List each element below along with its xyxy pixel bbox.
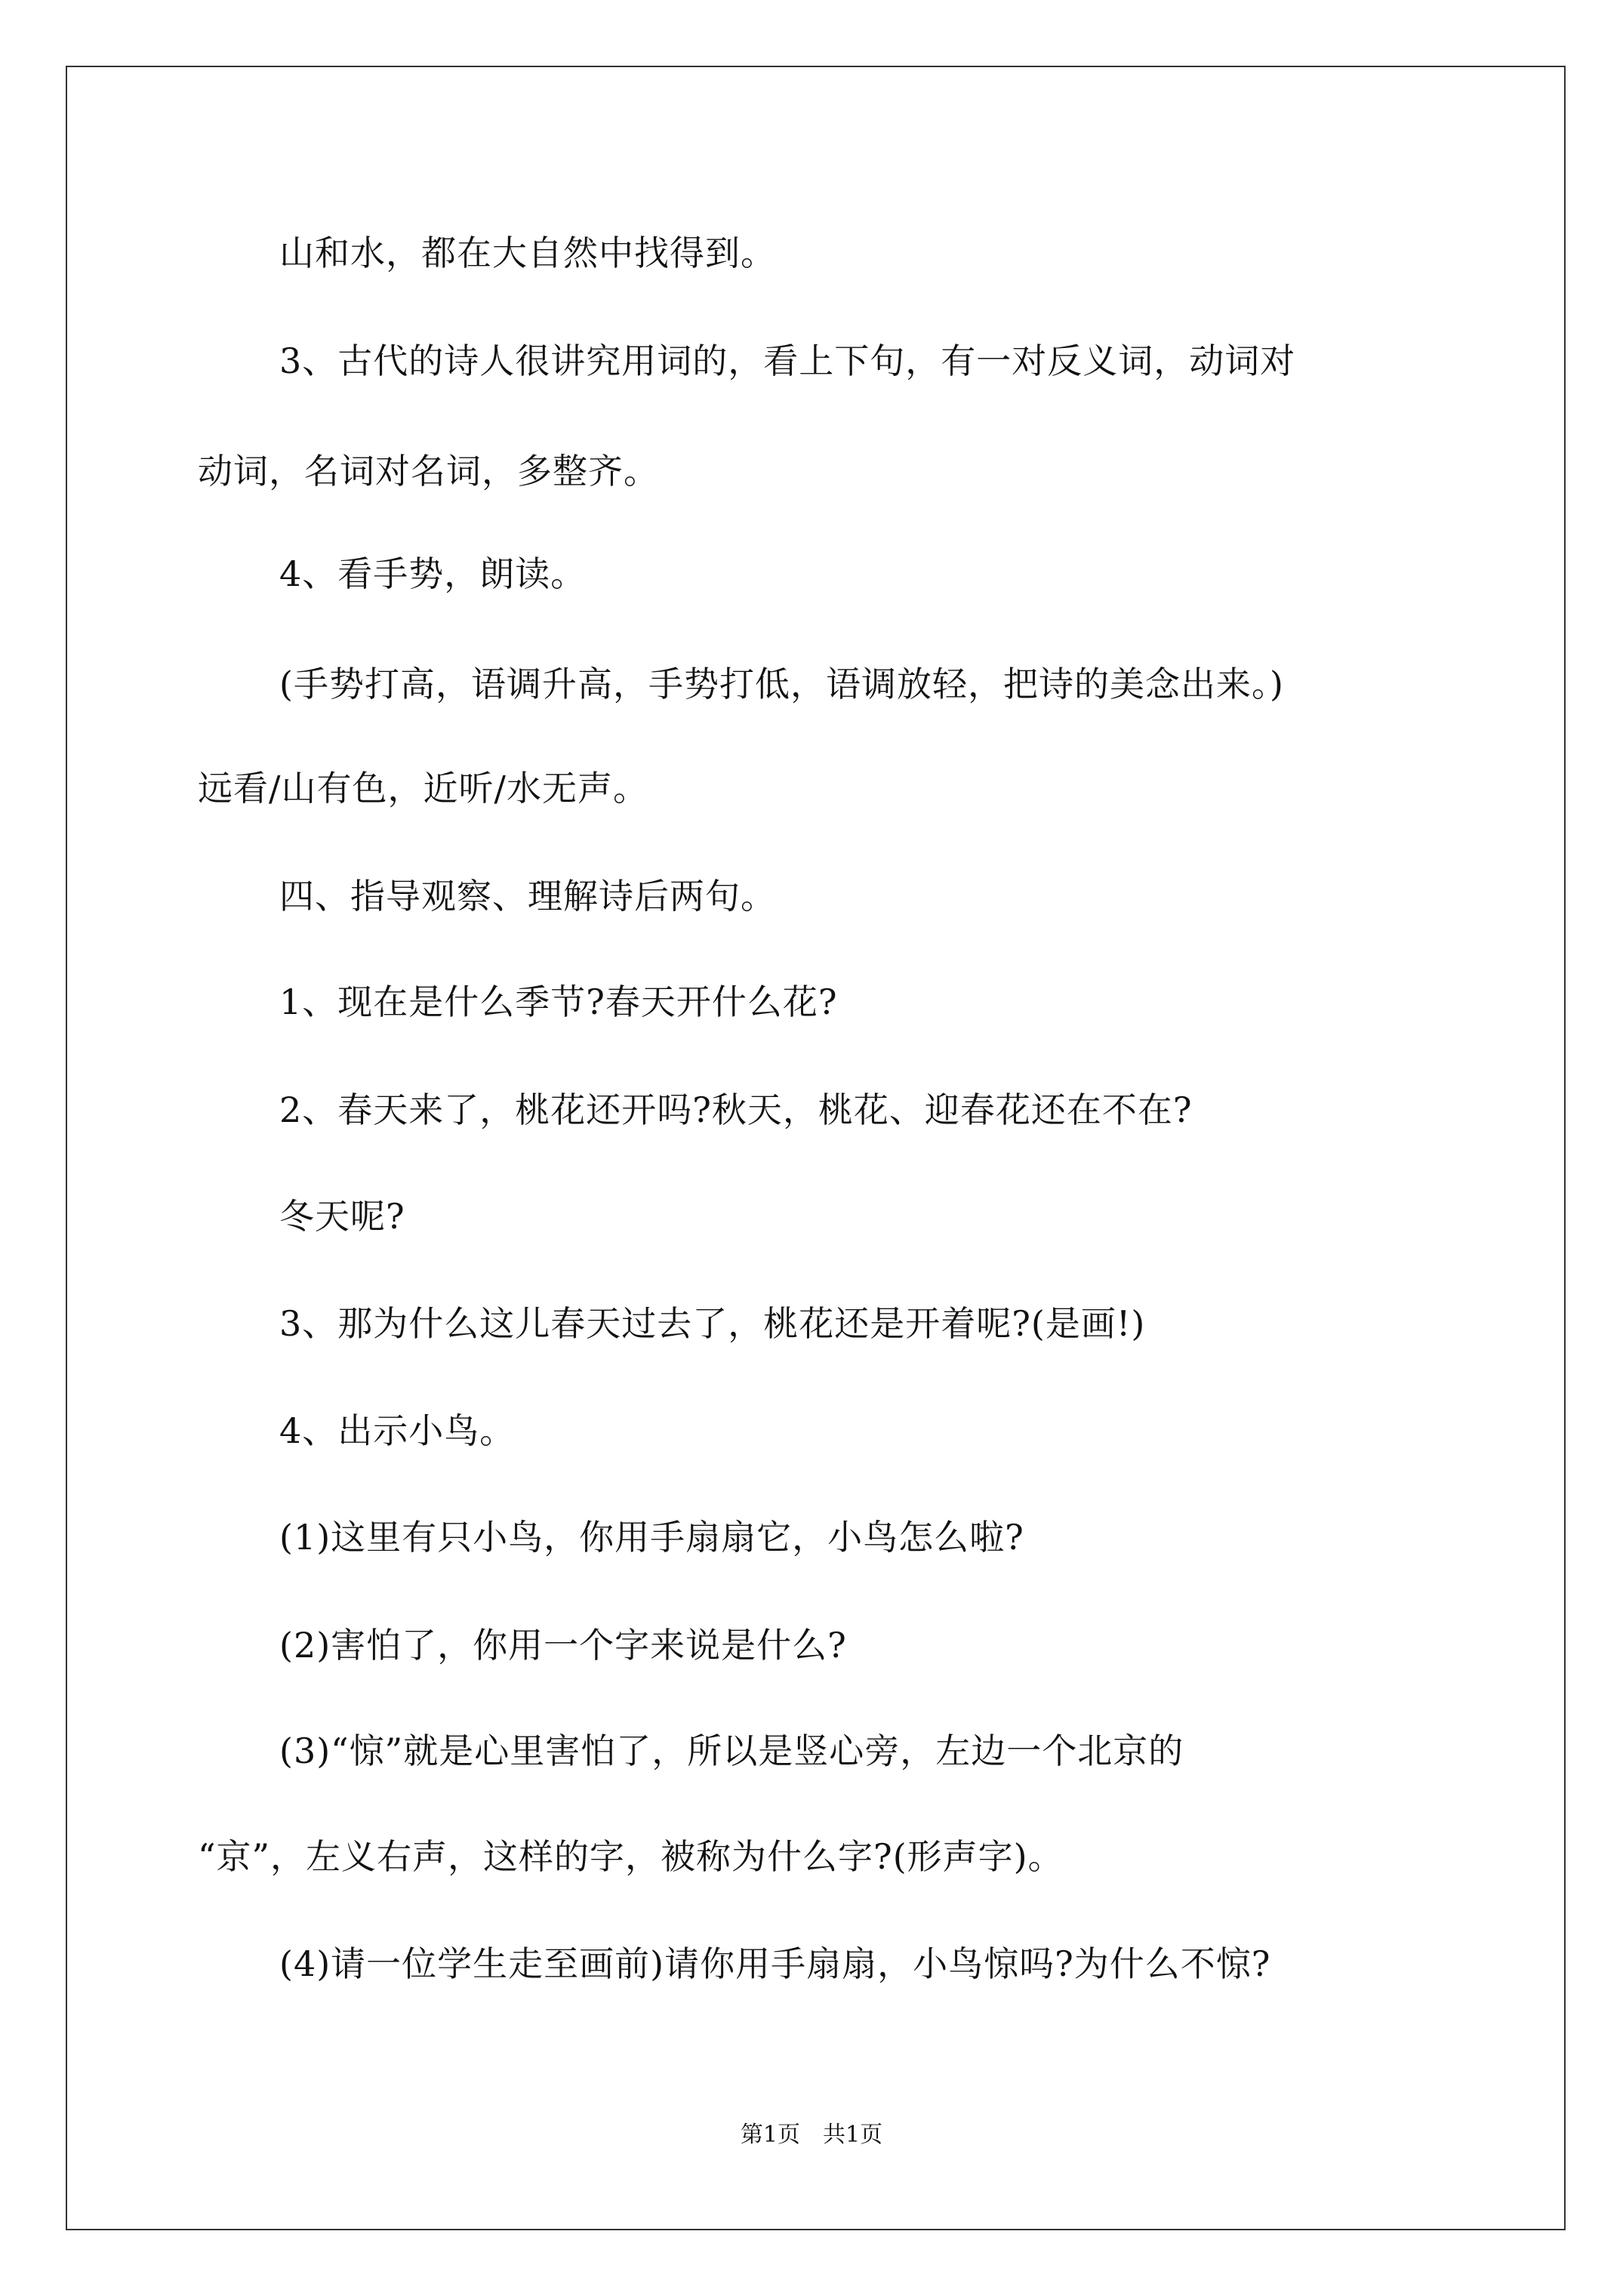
text-line-13: (1)这里有只小鸟，你用手扇扇它，小鸟怎么啦? [279, 1517, 1024, 1558]
text-line-12: 4、出示小鸟。 [279, 1410, 516, 1451]
text-line-17: (4)请一位学生走至画前)请你用手扇扇，小鸟惊吗?为什么不惊? [279, 1943, 1271, 1984]
text-line-14: (2)害怕了，你用一个字来说是什么? [279, 1625, 847, 1666]
text-line-4: 4、看手势，朗读。 [279, 553, 587, 594]
page-footer: 第1页 共1页 [740, 2122, 883, 2148]
text-line-5: (手势打高，语调升高，手势打低，语调放轻，把诗的美念出来。) [279, 664, 1284, 704]
text-line-15: (3)“惊”就是心里害怕了，所以是竖心旁，左边一个北京的 [279, 1730, 1184, 1771]
text-line-7: 四、指导观察、理解诗后两句。 [279, 876, 776, 917]
page-border [66, 66, 1566, 2230]
text-line-11: 3、那为什么这儿春天过去了，桃花还是开着呢?(是画!) [279, 1303, 1146, 1344]
text-line-8: 1、现在是什么季节?春天开什么花? [279, 982, 838, 1022]
text-line-9: 2、春天来了，桃花还开吗?秋天，桃花、迎春花还在不在? [279, 1089, 1193, 1130]
text-line-2: 3、古代的诗人很讲究用词的，看上下句，有一对反义词，动词对 [279, 341, 1296, 381]
text-line-1: 山和水，都在大自然中找得到。 [279, 233, 776, 273]
text-line-3: 动词，名词对名词，多整齐。 [198, 451, 659, 492]
text-line-16: “京”，左义右声，这样的字，被称为什么字?(形声字)。 [198, 1836, 1064, 1877]
text-line-6: 远看/山有色，近听/水无声。 [198, 768, 648, 809]
text-line-10: 冬天呢? [279, 1196, 405, 1237]
